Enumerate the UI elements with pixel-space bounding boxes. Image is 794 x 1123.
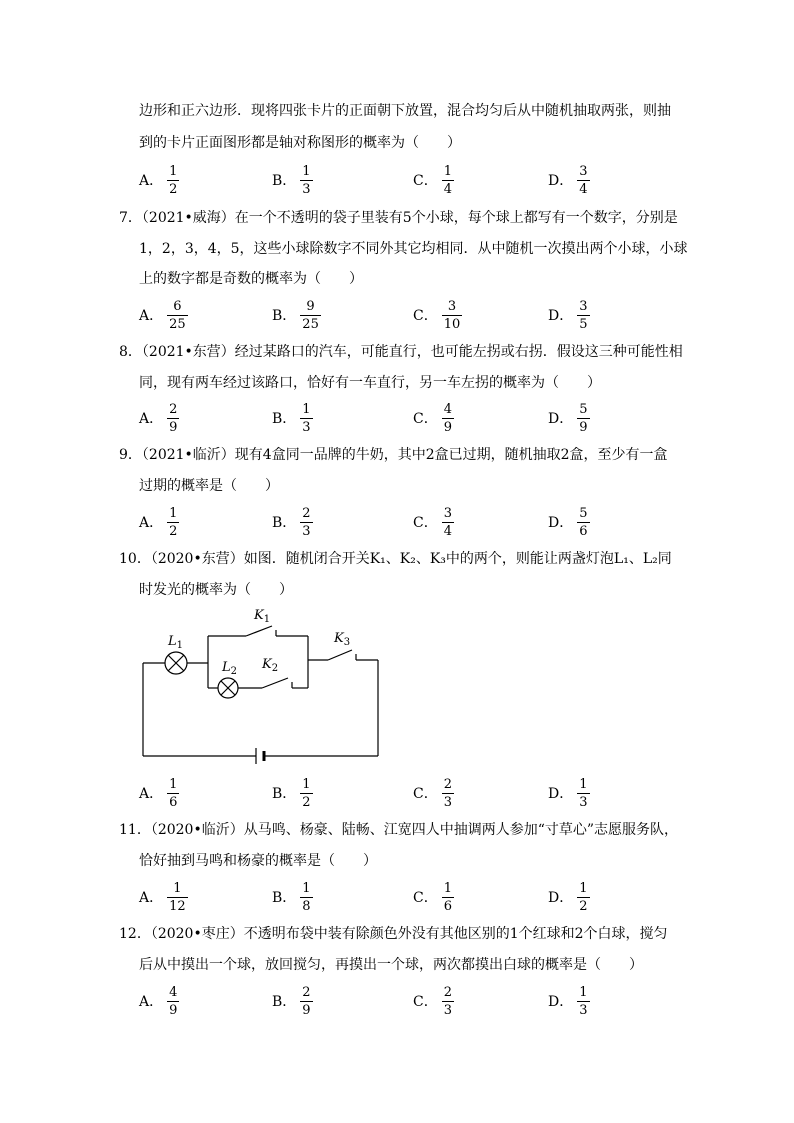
q7-stem-line3: 上的数字都是奇数的概率为（ ） <box>139 271 363 287</box>
q10-stem-line2: 时发光的概率为（ ） <box>139 582 293 598</box>
q10-option-a: A． $\frac{1}{6}$ <box>139 776 178 810</box>
q10-stem-line1: 10．（2020•东营）如图．随机闭合开关K₁、K₂、K₃中的两个，则能让两盏灯泡L₁、L₂同 <box>119 551 672 567</box>
q12-stem-line1: 12．（2020•枣庄）不透明布袋中装有除颜色外没有其他区别的1个红球和2个白球，搅匀 <box>119 926 668 942</box>
q8-stem-line1: 8．（2021•东营）经过某路口的汽车，可能直行，也可能左拐或右拐．假设这三种可能性相 <box>119 344 683 360</box>
q12-options <box>0 981 794 1021</box>
q12-option-c: C． $\frac{2}{3}$ <box>413 984 452 1018</box>
switch-k2-blade <box>262 678 288 688</box>
q7-option-a: A． $\frac{6}{25}$ <box>139 298 186 332</box>
q8-option-c: C． $\frac{4}{9}$ <box>413 401 452 435</box>
label-l1: $L_1$ <box>168 634 184 651</box>
q6-stem-line1: 边形和正六边形．现将四张卡片的正面朝下放置，混合均匀后从中随机抽取两张，则抽 <box>139 103 671 119</box>
q8-option-b: B． $\frac{1}{3}$ <box>272 401 311 435</box>
label-k3: $K_3$ <box>334 631 351 648</box>
q12-option-a: A． $\frac{4}{9}$ <box>139 984 178 1018</box>
q7-stem-line2: 1，2，3，4，5，这些小球除数字不同外其它均相同．从中随机一次摸出两个小球，小球 <box>139 241 688 257</box>
q7-options <box>0 295 794 335</box>
q7-option-c: C． $\frac{3}{10}$ <box>413 298 461 332</box>
q7-option-b: B． $\frac{9}{25}$ <box>272 298 319 332</box>
switch-k3-blade <box>328 650 352 660</box>
q10-options <box>0 773 794 813</box>
q11-option-a: A． $\frac{1}{12}$ <box>139 880 186 914</box>
q9-option-a: A． $\frac{1}{2}$ <box>139 505 178 539</box>
q11-stem-line1: 11．（2020•临沂）从马鸣、杨豪、陆畅、江宽四人中抽调两人参加“寸草心”志愿服务队， <box>119 822 679 838</box>
q12-option-d: D． $\frac{1}{3}$ <box>548 984 588 1018</box>
q11-option-d: D． $\frac{1}{2}$ <box>548 880 588 914</box>
q10-option-b: B． $\frac{1}{2}$ <box>272 776 311 810</box>
label-k1: $K_1$ <box>254 608 271 625</box>
switch-k1-blade <box>246 626 272 636</box>
q11-option-b: B． $\frac{1}{8}$ <box>272 880 311 914</box>
q9-option-d: D． $\frac{5}{6}$ <box>548 505 588 539</box>
q8-option-a: A． $\frac{2}{9}$ <box>139 401 178 435</box>
q6-options <box>0 160 794 200</box>
q6-option-c: C． $\frac{1}{4}$ <box>413 163 452 197</box>
q9-option-b: B． $\frac{2}{3}$ <box>272 505 311 539</box>
q11-option-c: C． $\frac{1}{6}$ <box>413 880 452 914</box>
q11-stem-line2: 恰好抽到马鸣和杨豪的概率是（ ） <box>139 853 377 869</box>
q10-option-d: D． $\frac{1}{3}$ <box>548 776 588 810</box>
q7-stem-line1: 7．（2021•威海）在一个不透明的袋子里装有5个小球，每个球上都写有一个数字，分别是 <box>119 210 678 226</box>
circuit-diagram <box>138 608 388 768</box>
q8-options <box>0 398 794 438</box>
q9-option-c: C． $\frac{3}{4}$ <box>413 505 452 539</box>
q11-options <box>0 877 794 917</box>
q12-stem-line2: 后从中摸出一个球，放回搅匀，再摸出一个球，两次都摸出白球的概率是（ ） <box>139 957 643 973</box>
q9-stem-line2: 过期的概率是（ ） <box>139 478 279 494</box>
q8-option-d: D． $\frac{5}{9}$ <box>548 401 588 435</box>
q6-option-a: A． $\frac{1}{2}$ <box>139 163 178 197</box>
q9-stem-line1: 9．（2021•临沂）现有4盒同一品牌的牛奶，其中2盒已过期，随机抽取2盒，至少有一盒 <box>119 447 668 463</box>
q7-option-d: D． $\frac{3}{5}$ <box>548 298 588 332</box>
q6-option-b: B． $\frac{1}{3}$ <box>272 163 311 197</box>
q12-option-b: B． $\frac{2}{9}$ <box>272 984 311 1018</box>
q9-options <box>0 502 794 542</box>
q6-stem-line2: 到的卡片正面图形都是轴对称图形的概率为（ ） <box>139 135 461 151</box>
label-k2: $K_2$ <box>262 657 279 674</box>
q10-option-c: C． $\frac{2}{3}$ <box>413 776 452 810</box>
q6-option-d: D． $\frac{3}{4}$ <box>548 163 588 197</box>
q8-stem-line2: 同，现有两车经过该路口，恰好有一车直行，另一车左拐的概率为（ ） <box>139 375 601 391</box>
label-l2: $L_2$ <box>222 660 238 677</box>
